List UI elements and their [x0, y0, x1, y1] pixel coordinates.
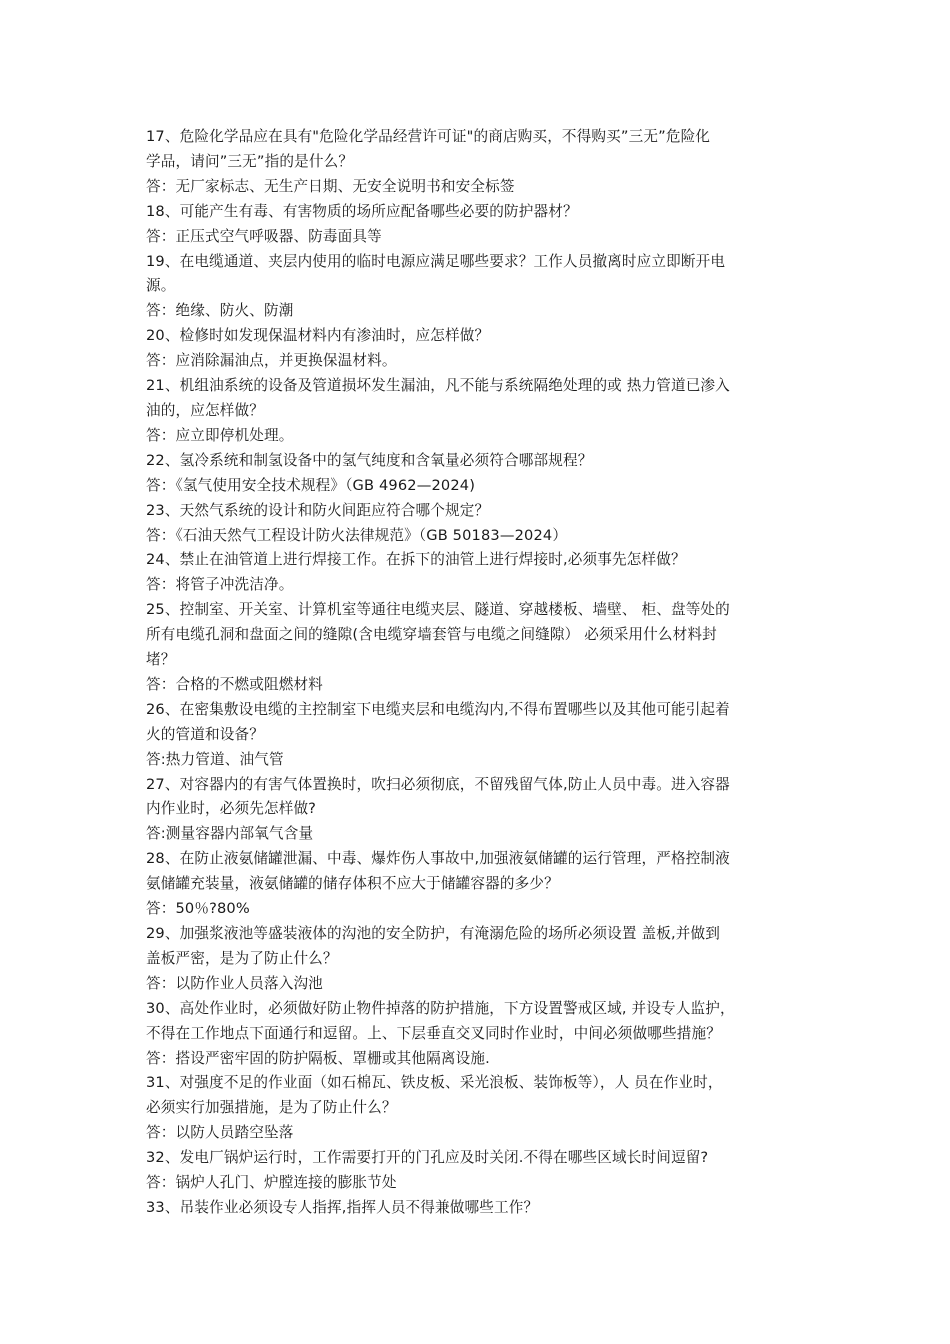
question-line: 24、禁止在油管道上进行焊接工作。在拆下的油管上进行焊接时,必须事先怎样做？ — [146, 551, 686, 569]
text-line: 堵？ — [146, 651, 176, 669]
answer-line: 答：《石油天然气工程设计防火法律规范》（GB 50183—2024） — [146, 526, 568, 544]
answer-line: 答:热力管道、油气管 — [146, 750, 284, 768]
text-line: 所有电缆孔洞和盘面之间的缝隙(含电缆穿墙套管与电缆之间缝隙） 必须采用什么材料封 — [146, 626, 717, 644]
text-line: 盖板严密，是为了防止什么？ — [146, 949, 338, 967]
answer-line: 答：无厂家标志、无生产日期、无安全说明书和安全标签 — [146, 177, 515, 195]
text-line: 不得在工作地点下面通行和逗留。上、下层垂直交叉同时作业时，中间必须做哪些措施？ — [146, 1024, 722, 1042]
text-line: 氨储罐充装量，液氨储罐的储存体积不应大于储罐容器的多少？ — [146, 875, 559, 893]
question-line: 33、吊装作业必须设专人指挥,指挥人员不得兼做哪些工作？ — [146, 1198, 539, 1216]
answer-line: 答：搭设严密牢固的防护隔板、罩栅或其他隔离设施. — [146, 1049, 490, 1067]
question-line: 32、发电厂锅炉运行时，工作需要打开的门孔应及时关闭.不得在哪些区域长时间逗留? — [146, 1149, 709, 1167]
question-line: 31、对强度不足的作业面（如石棉瓦、铁皮板、采光浪板、装饰板等），人 员在作业时， — [146, 1074, 723, 1092]
question-line: 30、高处作业时，必须做好防止物件掉落的防护措施，下方设置警戒区域, 并设专人监护， — [146, 999, 735, 1017]
question-line: 27、对容器内的有害气体置换时，吹扫必须彻底，不留残留气体,防止人员中毒。进入容器 — [146, 775, 730, 793]
text-line: 必须实行加强措施，是为了防止什么？ — [146, 1099, 397, 1117]
answer-line: 答：锅炉人孔门、炉膛连接的膨胀节处 — [146, 1174, 397, 1192]
question-line: 29、加强浆液池等盛装液体的沟池的安全防护，有淹溺危险的场所必须设置 盖板,并做到 — [146, 925, 720, 942]
answer-line: 答：应立即停机处理。 — [146, 426, 294, 444]
question-line: 20、检修时如发现保温材料内有渗油时，应怎样做？ — [146, 327, 490, 345]
answer-line: 答：正压式空气呼吸器、防毒面具等 — [146, 227, 382, 245]
question-line: 21、机组油系统的设备及管道损坏发生漏油，凡不能与系统隔绝处理的或 热力管道已渗入 — [146, 377, 730, 395]
document-page — [146, 125, 810, 1221]
answer-line: 答：合格的不燃或阻燃材料 — [146, 675, 323, 693]
text-line: 火的管道和设备？ — [146, 725, 264, 743]
text-line: 源。 — [146, 277, 176, 295]
question-line: 26、在密集敷设电缆的主控制室下电缆夹层和电缆沟内,不得布置哪些以及其他可能引起着 — [146, 700, 730, 718]
answer-line: 答：绝缘、防火、防潮 — [146, 302, 294, 320]
text-line: 油的，应怎样做？ — [146, 401, 264, 419]
answer-line: 答:测量容器内部氧气含量 — [146, 825, 314, 843]
question-line: 19、在电缆通道、夹层内使用的临时电源应满足哪些要求？工作人员撤离时应立即断开电 — [146, 252, 726, 270]
question-line: 28、在防止液氨储罐泄漏、中毒、爆炸伤人事故中,加强液氨储罐的运行管理，严格控制液 — [146, 850, 730, 868]
answer-line: 答：应消除漏油点，并更换保温材料。 — [146, 352, 397, 370]
question-line: 22、氢冷系统和制氢设备中的氢气纯度和含氧量必须符合哪部规程？ — [146, 451, 593, 469]
question-line: 23、天然气系统的设计和防火间距应符合哪个规定？ — [146, 501, 490, 519]
answer-line: 答：《氢气使用安全技术规程》（GB 4962—2024) — [146, 476, 476, 494]
text-line: 学品，请问”三无”指的是什么？ — [146, 152, 354, 170]
answer-line: 答：以防作业人员落入沟池 — [146, 974, 323, 992]
question-line: 18、可能产生有毒、有害物质的场所应配备哪些必要的防护器材？ — [146, 202, 578, 220]
text-line: 内作业时，必须先怎样做? — [146, 800, 317, 818]
question-line: 25、控制室、开关室、计算机室等通往电缆夹层、隧道、穿越楼板、墙壁、 柜、盘等处的 — [146, 601, 730, 619]
answer-line: 答：50％?80% — [146, 900, 250, 918]
text-line: 17、危险化学品应在具有"危险化学品经营许可证"的商店购买，不得购买”三无”危险化 — [146, 128, 711, 145]
answer-line: 答：将管子冲洗洁净。 — [146, 576, 294, 594]
answer-line: 答：以防人员踏空坠落 — [146, 1124, 294, 1142]
